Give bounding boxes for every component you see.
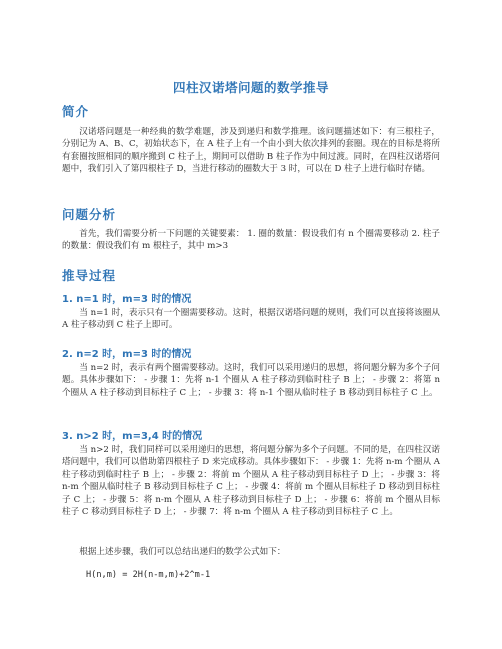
paragraph-case-3: 当 n>2 时，我们同样可以采用递归的思想，将问题分解为多个子问题。不同的是，在四柱汉诺塔问题中，我们可以借助第四根柱子 D 来完成移动。具体步骤如下： - 步骤 1：先将 n-m 个圈从 A 柱子移动到临时柱子 B 上； - 步骤 2：将前 m 个圈从 A 柱子移动到目标柱子 D 上； - 步骤 3：将 n-m 个圈从临时柱子 B 移动到目标柱子 C 上； - 步骤 4：将前 m 个圈从目标柱子 D 移动到目标柱子 C 上； - 步骤 5：将 n-m 个圈从 A 柱子移动到目标柱子 D 上； - 步骤 6：将前 m 个圈从目标柱子 C 移动到目标柱子 D 上； - 步骤 7：将 n-m 个圈从 A 柱子移动到目标柱子 C 上。	[62, 445, 440, 518]
heading-case-2: 2. n=2 时，m=3 时的情况	[62, 349, 192, 360]
heading-case-3: 3. n>2 时，m=3,4 时的情况	[62, 431, 203, 442]
document-title: 四柱汉诺塔问题的数学推导	[172, 80, 329, 95]
heading-case-1: 1. n=1 时，m=3 时的情况	[62, 294, 192, 305]
heading-intro: 简介	[62, 104, 90, 119]
paragraph-case-1: 当 n=1 时，表示只有一个圈需要移动。这时，根据汉诺塔问题的规则，我们可以直接将该圈从 A 柱子移动到 C 柱子上即可。	[62, 308, 440, 331]
recursion-formula: H(n,m) = 2H(n-m,m)+2^m-1	[86, 570, 211, 580]
paragraph-analysis: 首先，我们需要分析一下问题的关键要素： 1. 圈的数量：假设我们有 n 个圈需要移动 2. 柱子的数量：假设我们有 m 根柱子，其中 m>3	[62, 229, 440, 252]
heading-derivation: 推导过程	[62, 268, 117, 283]
paragraph-case-2: 当 n=2 时，表示有两个圈需要移动。这时，我们可以采用递归的思想，将问题分解为多个子问题。具体步骤如下： - 步骤 1：先将 n-1 个圈从 A 柱子移动到临时柱子 B 上； - 步骤 2：将第 n 个圈从 A 柱子移动到目标柱子 C 上； - 步骤 3：将 n-1 个圈从临时柱子 B 移动到目标柱子 C 上。	[62, 363, 440, 398]
paragraph-summary: 根据上述步骤，我们可以总结出递归的数学公式如下：	[79, 547, 286, 557]
heading-analysis: 问题分析	[62, 207, 117, 222]
paragraph-intro: 汉诺塔问题是一种经典的数学难题，涉及到递归和数学推理。该问题描述如下：有三根柱子，分别记为 A、B、C，初始状态下，在 A 柱子上有一个由小到大依次排列的套圈。现在的目标是将所有套圈按照相同的顺序搬到 C 柱子上，期间可以借助 B 柱子作为中间过渡。同时，在四柱汉诺塔问题中，我们引入了第四根柱子 D，当进行移动的圈数大于 3 时，可以在 D 柱子上进行临时存储。	[62, 127, 440, 175]
